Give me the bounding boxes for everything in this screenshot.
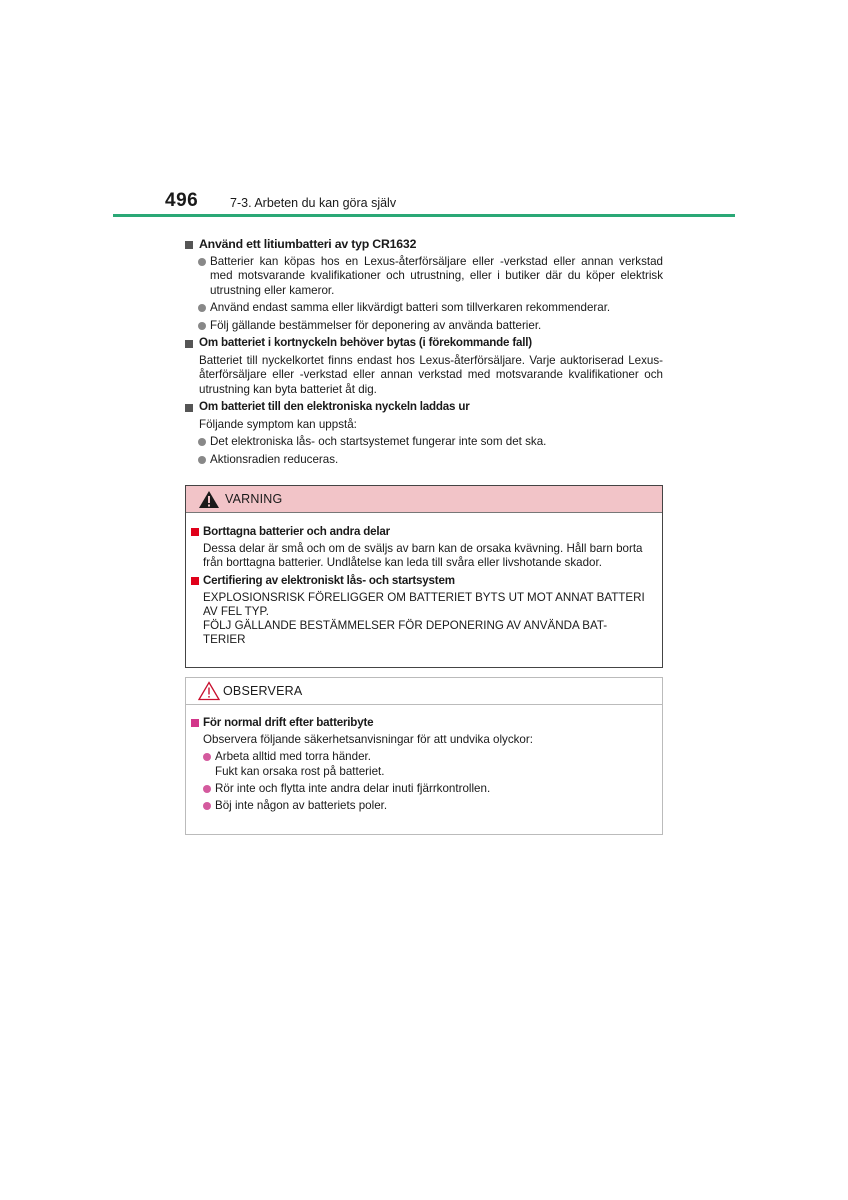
warning-text-line: TERIER <box>203 633 246 647</box>
list-item: Böj inte någon av batteriets poler. <box>190 799 662 813</box>
warning-item-heading: Certifiering av elektroniskt lås- och startsystem <box>190 574 662 588</box>
red-square-bullet-icon <box>191 577 199 585</box>
round-bullet-icon <box>198 258 206 266</box>
warning-item-text <box>190 591 662 648</box>
list-item: Rör inte och flytta inte andra delar inuti fjärrkontrollen. <box>190 782 662 796</box>
notice-header <box>186 678 662 705</box>
square-bullet-icon <box>185 404 193 412</box>
warning-item-text: Dessa delar är små och om de sväljs av barn kan de orsaka kvävning. Håll barn borta från borttagna batterier. Undlåtelse kan leda till svåra eller livshotande skador. <box>203 542 643 570</box>
pink-square-bullet-icon <box>191 719 199 727</box>
warning-text-line: AV FEL TYP. <box>203 605 269 619</box>
section-heading: Om batteriet i kortnyckeln behöver bytas (i förekommande fall) <box>185 336 663 351</box>
page-number: 496 <box>165 190 199 211</box>
header-rule <box>113 214 735 217</box>
red-square-bullet-icon <box>191 528 199 536</box>
pink-round-bullet-icon <box>203 802 211 810</box>
list-item: Det elektroniska lås- och startsystemet fungerar inte som det ska. <box>185 435 663 450</box>
main-content <box>185 237 663 470</box>
warning-text-line: EXPLOSIONSRISK FÖRELIGGER OM BATTERIET BYTS UT MOT ANNAT BATTERI <box>203 590 645 604</box>
warning-body <box>186 513 662 648</box>
round-bullet-icon <box>198 456 206 464</box>
section-paragraph: Batteriet till nyckelkortet finns endast hos Lexus-återförsäljare. Varje auktoriserad Lexus-återförsäljare eller -verkstad eller annan verkstad med motsvarande kvalifikationer och utrustning kan byta batteriet åt dig. <box>199 353 663 396</box>
round-bullet-icon <box>198 304 206 312</box>
section-heading: Använd ett litiumbatteri av typ CR1632 <box>185 237 663 252</box>
square-bullet-icon <box>185 340 193 348</box>
pink-round-bullet-icon <box>203 785 211 793</box>
pink-round-bullet-icon <box>203 753 211 761</box>
warning-triangle-icon <box>198 490 220 509</box>
notice-title: OBSERVERA <box>223 684 303 698</box>
round-bullet-icon <box>198 438 206 446</box>
list-item: Använd endast samma eller likvärdigt batteri som tillverkaren rekommenderar. <box>185 301 663 316</box>
list-item: Arbeta alltid med torra händer. Fukt kan orsaka rost på batteriet. <box>190 750 662 778</box>
warning-item-heading: Borttagna batterier och andra delar <box>190 525 662 539</box>
warning-box <box>185 485 663 668</box>
list-item: Batterier kan köpas hos en Lexus-återförsäljare eller -verkstad eller annan verkstad med motsvarande kvalifikationer och utrustning, eller i butiker där du köper elektrisk utrustning eller kameror. <box>185 255 663 299</box>
warning-text-line: FÖLJ GÄLLANDE BESTÄMMELSER FÖR DEPONERING AV ANVÄNDA BAT- <box>203 619 608 633</box>
notice-box <box>185 677 663 835</box>
list-item: Följ gällande bestämmelser för deponering av använda batterier. <box>185 319 663 334</box>
section-heading: Om batteriet till den elektroniska nyckeln laddas ur <box>185 400 663 415</box>
notice-body <box>186 705 662 813</box>
square-bullet-icon <box>185 241 193 249</box>
notice-paragraph: Observera följande säkerhetsanvisningar för att undvika olyckor: <box>203 733 533 747</box>
warning-title: VARNING <box>225 492 283 506</box>
notice-heading: För normal drift efter batteribyte <box>190 716 662 730</box>
section-title: 7-3. Arbeten du kan göra själv <box>230 196 397 210</box>
caution-triangle-icon <box>198 681 220 701</box>
warning-header <box>186 486 662 513</box>
section-paragraph: Följande symptom kan uppstå: <box>199 417 357 431</box>
round-bullet-icon <box>198 322 206 330</box>
list-item: Aktionsradien reduceras. <box>185 453 663 468</box>
